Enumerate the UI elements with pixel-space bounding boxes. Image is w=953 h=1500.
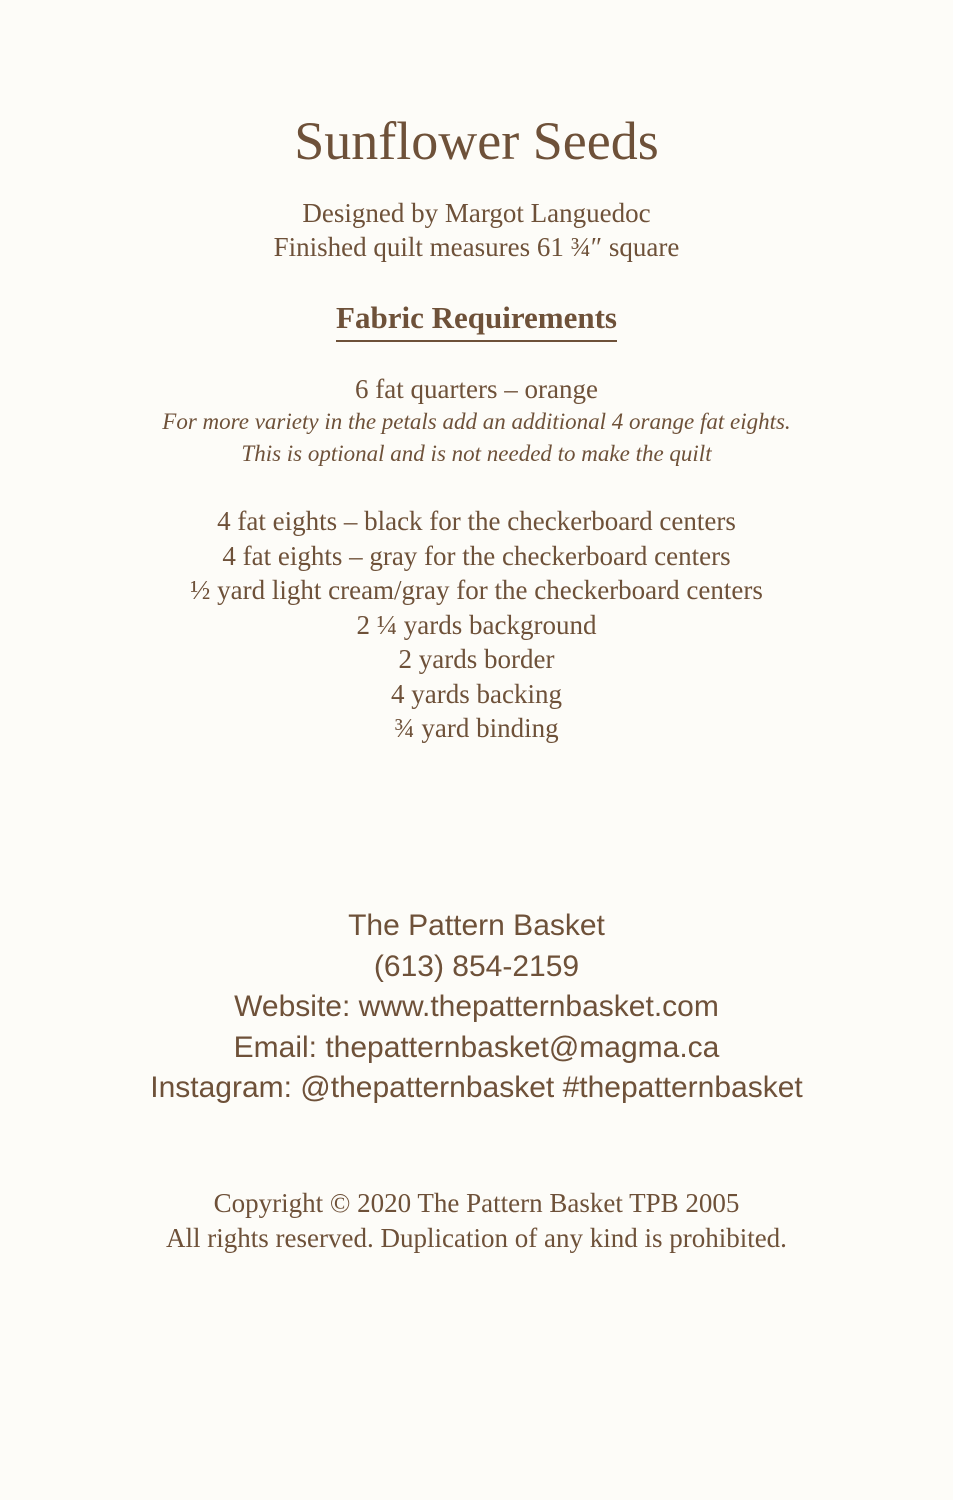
requirements-list — [0, 504, 953, 746]
copyright-line: Copyright © 2020 The Pattern Basket TPB 2005 — [213, 1188, 740, 1218]
company-name: The Pattern Basket — [348, 909, 605, 942]
requirement-item: ¾ yard binding — [394, 713, 559, 743]
finished-size: Finished quilt measures 61 ¾″ square — [273, 232, 680, 262]
requirement-item: 4 fat eights – gray for the checkerboard centers — [222, 540, 731, 571]
requirement-item: 2 ¼ yards background — [356, 609, 597, 640]
website-line: Website: www.thepatternbasket.com — [234, 990, 719, 1023]
phone-number: (613) 854-2159 — [373, 949, 580, 983]
contact-block — [0, 906, 953, 1109]
rights-line: All rights reserved. Duplication of any kind is prohibited. — [166, 1223, 787, 1253]
primary-requirement: 6 fat quarters – orange — [355, 374, 598, 404]
requirement-item: 2 yards border — [398, 644, 555, 674]
fabric-requirements-heading — [0, 298, 953, 342]
instagram-line: Instagram: @thepatternbasket #thepatternbasket — [150, 1071, 803, 1104]
fabric-requirements-heading-text: Fabric Requirements — [336, 298, 617, 342]
email-line: Email: thepatternbasket@magma.ca — [233, 1030, 720, 1064]
pattern-title: Sunflower Seeds — [294, 111, 659, 171]
requirement-item: 4 yards backing — [391, 678, 562, 709]
pattern-byline — [0, 196, 953, 264]
designer-credit: Designed by Margot Languedoc — [302, 198, 651, 228]
variety-note — [0, 406, 953, 470]
note-line: For more variety in the petals add an additional 4 orange fat eights. — [162, 409, 791, 434]
requirement-item: 4 fat eights – black for the checkerboard centers — [217, 506, 736, 536]
note-line: This is optional and is not needed to make the quilt — [241, 441, 712, 466]
copyright-block — [0, 1186, 953, 1256]
requirement-item: ½ yard light cream/gray for the checkerboard centers — [190, 575, 763, 605]
